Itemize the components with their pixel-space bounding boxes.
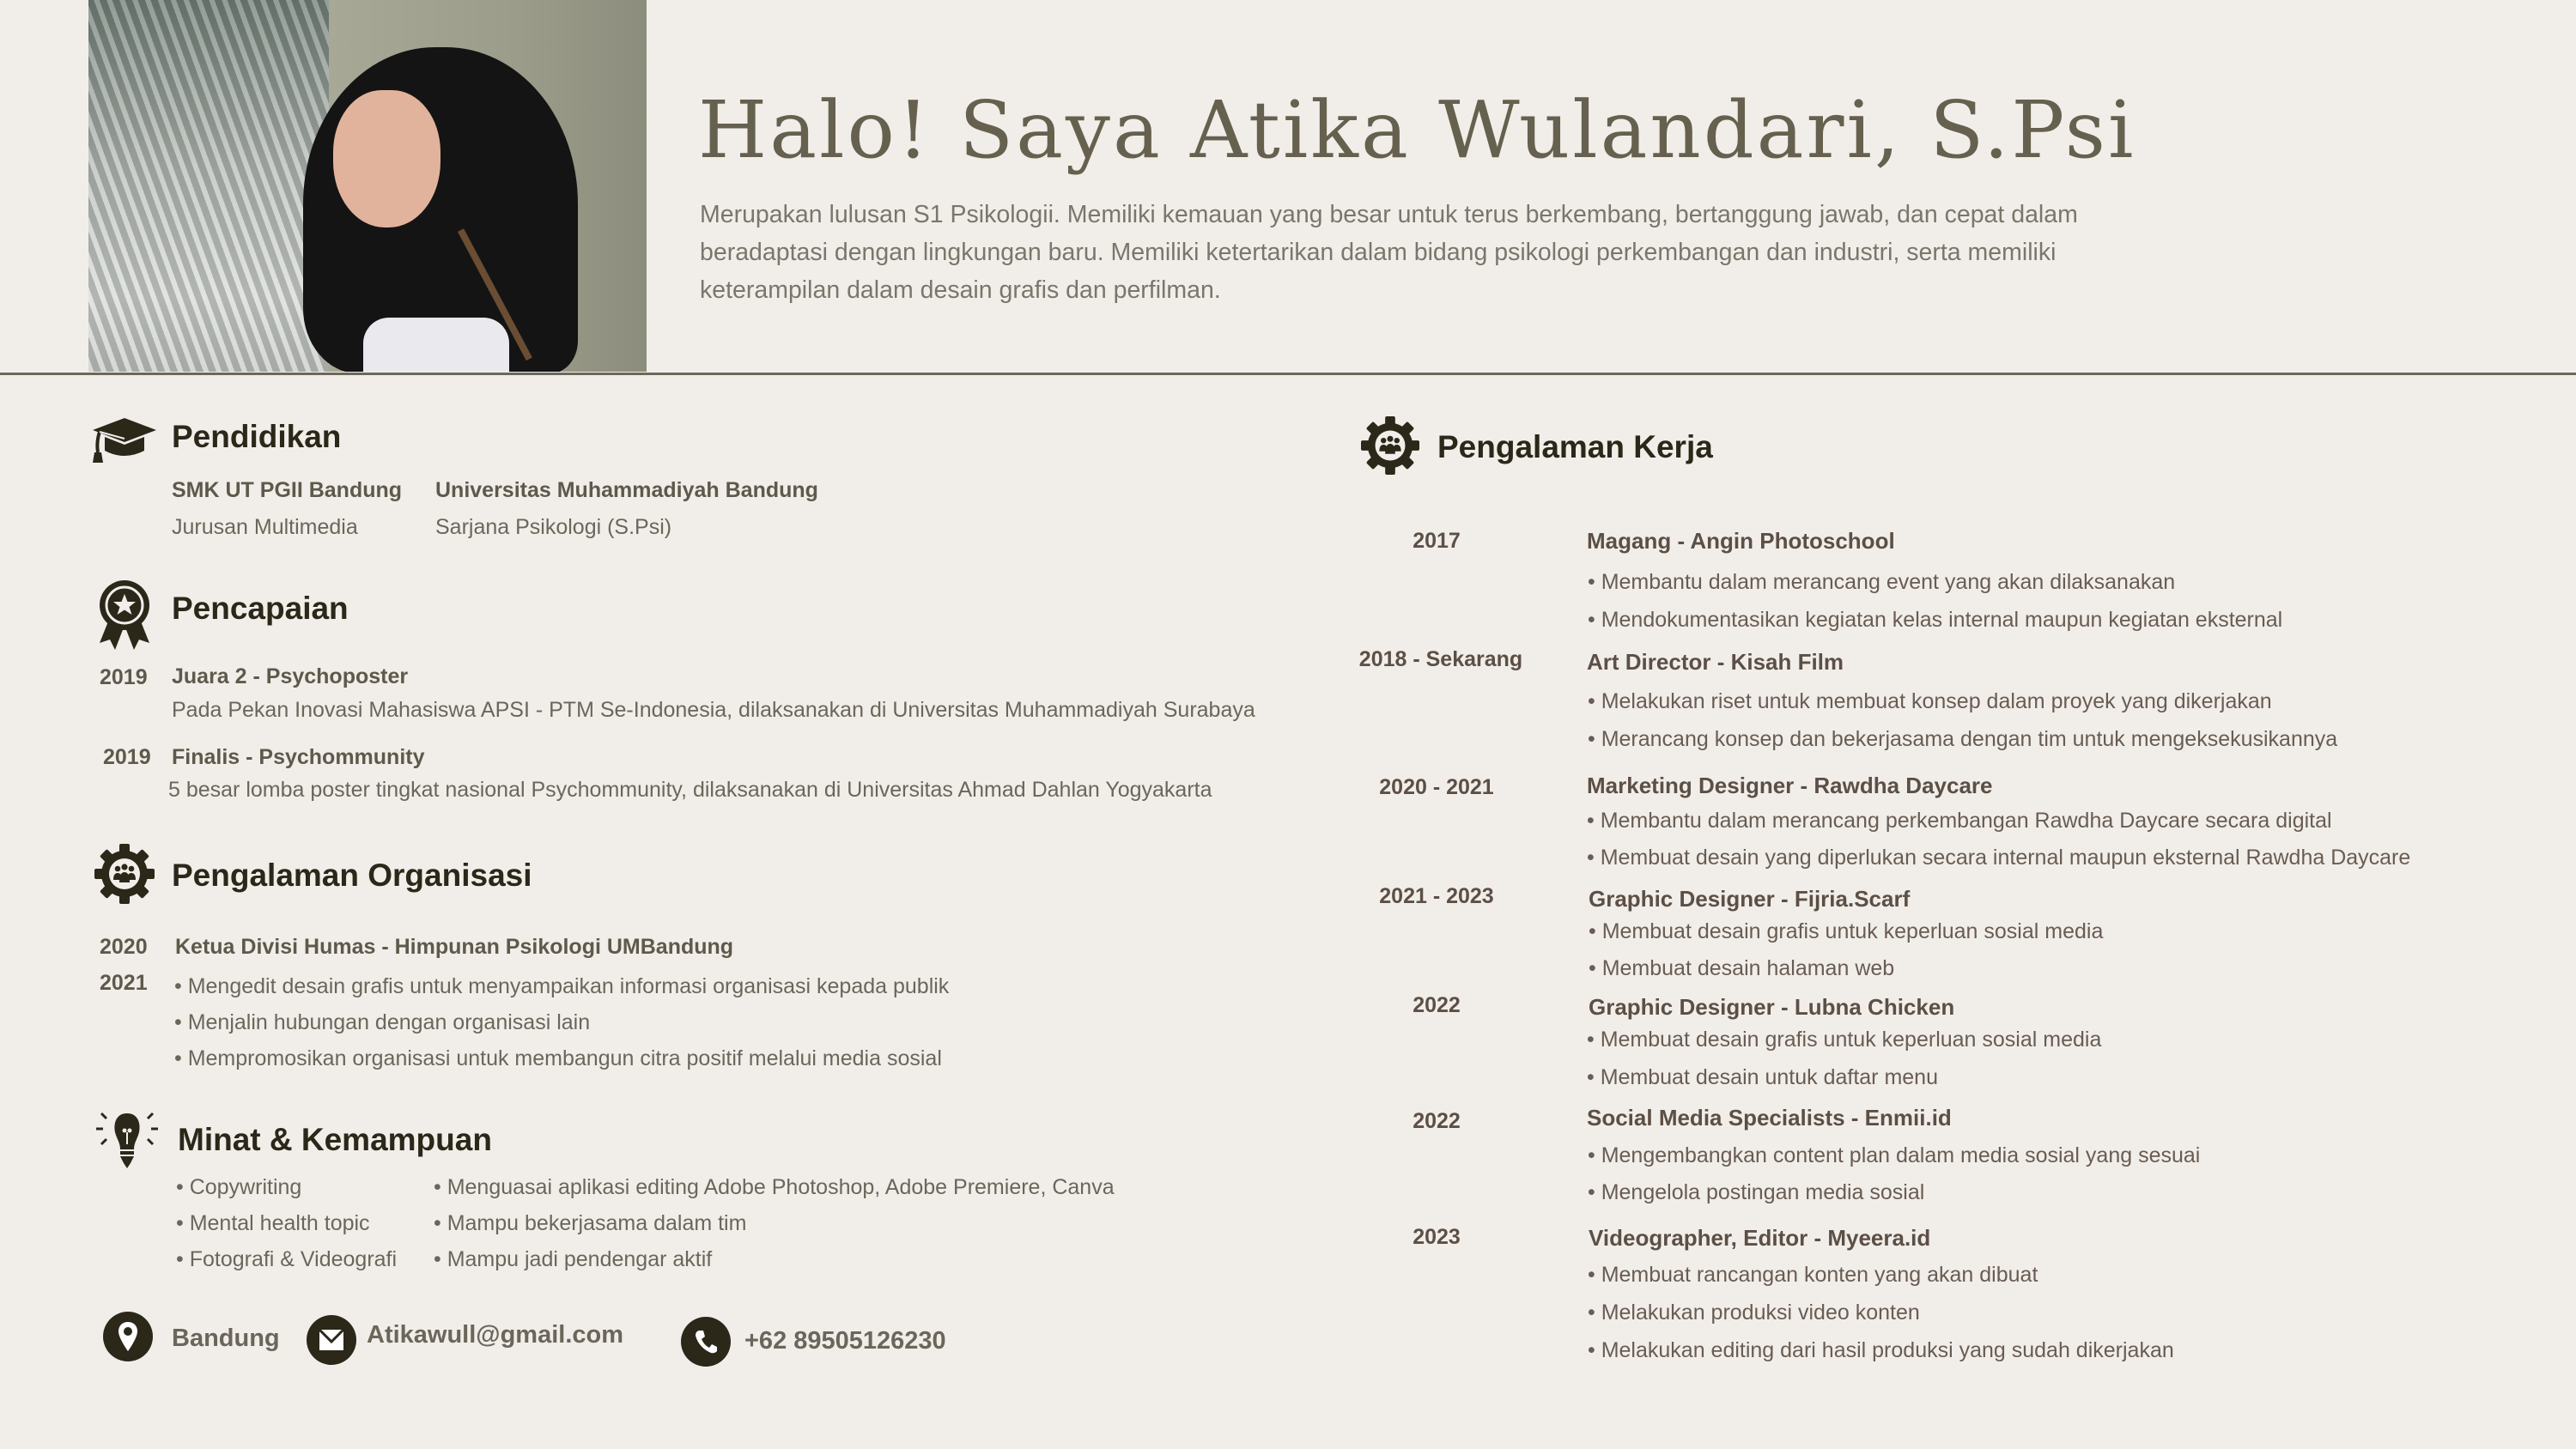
job-date: 2020 - 2021: [1379, 775, 1494, 799]
lightbulb-icon: [94, 1112, 160, 1170]
job-date: 2022: [1413, 993, 1461, 1017]
skill-item: • Fotografi & Videografi: [176, 1247, 398, 1271]
job-title: Graphic Designer - Lubna Chicken: [1589, 994, 1955, 1020]
job-title: Social Media Specialists - Enmii.id: [1587, 1105, 1952, 1131]
job-bullet: • Melakukan produksi video konten: [1588, 1300, 1920, 1325]
achievement-title: Finalis - Psychommunity: [172, 745, 425, 769]
phone-icon[interactable]: [681, 1317, 731, 1367]
job-bullet: • Membuat desain yang diperlukan secara internal maupun eksternal Rawdha Daycare: [1587, 846, 2411, 870]
summary-line: beradaptasi dengan lingkungan baru. Memiliki ketertarikan dalam bidang psikologi perkembangan dan industri, serta memiliki: [700, 239, 2057, 266]
award-ribbon-icon: [96, 579, 153, 650]
school-name: SMK UT PGII Bandung: [172, 478, 403, 502]
skill-item: • Mampu bekerjasama dalam tim: [434, 1211, 747, 1235]
school-name: Universitas Muhammadiyah Bandung: [435, 478, 818, 502]
contact-email[interactable]: Atikawull@gmail.com: [367, 1321, 624, 1349]
job-date: 2023: [1413, 1225, 1461, 1249]
achievement-year: 2019: [103, 745, 151, 769]
job-title: Marketing Designer - Rawdha Daycare: [1587, 773, 1993, 798]
job-bullet: • Membuat desain grafis untuk keperluan sosial media: [1589, 919, 2104, 943]
team-gear-icon: [94, 844, 155, 904]
job-bullet: • Mengembangkan content plan dalam media sosial yang sesuai: [1588, 1143, 2201, 1167]
email-icon[interactable]: [307, 1315, 356, 1365]
job-bullet: • Membuat desain halaman web: [1589, 956, 1895, 980]
graduation-cap-icon: [91, 416, 158, 464]
organization-bullet: • Mengedit desain grafis untuk menyampaikan informasi organisasi kepada publik: [174, 974, 950, 998]
organization-bullet: • Mempromosikan organisasi untuk membangun citra positif melalui media sosial: [174, 1046, 942, 1070]
organization-role: Ketua Divisi Humas - Himpunan Psikologi UMBandung: [175, 935, 734, 959]
achievement-detail: Pada Pekan Inovasi Mahasiswa APSI - PTM Se-Indonesia, dilaksanakan di Universitas Muhammadiyah Surabaya: [172, 698, 1255, 722]
contact-phone[interactable]: +62 89505126230: [744, 1327, 946, 1355]
job-title: Videographer, Editor - Myeera.id: [1589, 1225, 1931, 1251]
work-title: Pengalaman Kerja: [1437, 429, 1713, 464]
achievement-title: Juara 2 - Psychoposter: [172, 664, 409, 688]
skill-item: • Mental health topic: [176, 1211, 370, 1235]
achievement-year: 2019: [100, 665, 148, 689]
header-divider: [0, 373, 2576, 375]
job-bullet: • Mendokumentasikan kegiatan kelas internal maupun kegiatan eksternal: [1588, 608, 2283, 632]
photo-mural-background: [88, 0, 329, 372]
job-bullet: • Membantu dalam merancang event yang akan dilaksanakan: [1588, 570, 2176, 594]
profile-photo: [88, 0, 647, 372]
organization-bullet: • Menjalin hubungan dengan organisasi lain: [174, 1010, 591, 1034]
job-title: Graphic Designer - Fijria.Scarf: [1589, 886, 1911, 912]
summary-line: Merupakan lulusan S1 Psikologii. Memiliki kemauan yang besar untuk terus berkembang, bertanggung jawab, dan cepat dalam: [700, 201, 2078, 228]
organization-year-end: 2021: [100, 971, 148, 995]
school-detail: Jurusan Multimedia: [172, 515, 358, 539]
achievement-detail: 5 besar lomba poster tingkat nasional Psychommunity, dilaksanakan di Universitas Ahmad Dahlan Yogyakarta: [168, 778, 1212, 802]
job-title: Magang - Angin Photoschool: [1587, 528, 1895, 554]
achievements-title: Pencapaian: [172, 591, 349, 626]
job-bullet: • Mengelola postingan media sosial: [1588, 1180, 1925, 1204]
education-title: Pendidikan: [172, 419, 342, 454]
photo-subject-face: [333, 90, 440, 227]
skill-item: • Copywriting: [176, 1175, 302, 1199]
skill-item: • Menguasai aplikasi editing Adobe Photoshop, Adobe Premiere, Canva: [434, 1175, 1115, 1199]
job-bullet: • Membantu dalam merancang perkembangan Rawdha Daycare secara digital: [1587, 809, 2332, 833]
organization-title: Pengalaman Organisasi: [172, 858, 532, 893]
photo-subject-shirt: [363, 318, 509, 372]
organization-year-start: 2020: [100, 935, 148, 959]
page-title: Halo! Saya Atika Wulandari, S.Psi: [698, 84, 2136, 176]
job-bullet: • Membuat desain untuk daftar menu: [1587, 1065, 1938, 1089]
job-bullet: • Merancang konsep dan bekerjasama dengan tim untuk mengeksekusikannya: [1588, 727, 2338, 751]
job-bullet: • Membuat rancangan konten yang akan dibuat: [1588, 1263, 2038, 1287]
job-bullet: • Melakukan editing dari hasil produksi yang sudah dikerjakan: [1588, 1338, 2174, 1362]
school-detail: Sarjana Psikologi (S.Psi): [435, 515, 672, 539]
team-gear-icon: [1361, 416, 1419, 475]
job-date: 2021 - 2023: [1379, 884, 1494, 908]
contact-location: Bandung: [172, 1325, 280, 1352]
skills-title: Minat & Kemampuan: [178, 1122, 492, 1157]
skill-item: • Mampu jadi pendengar aktif: [434, 1247, 713, 1271]
profile-summary: [700, 196, 2125, 309]
job-date: 2017: [1413, 529, 1461, 553]
summary-line: keterampilan dalam desain grafis dan perfilman.: [700, 276, 1221, 304]
job-bullet: • Melakukan riset untuk membuat konsep dalam proyek yang dikerjakan: [1588, 689, 2272, 713]
job-date: 2022: [1413, 1109, 1461, 1133]
job-title: Art Director - Kisah Film: [1587, 649, 1844, 675]
location-pin-icon: [103, 1312, 153, 1361]
job-date: 2018 - Sekarang: [1358, 647, 1523, 671]
job-bullet: • Membuat desain grafis untuk keperluan sosial media: [1587, 1028, 2102, 1052]
